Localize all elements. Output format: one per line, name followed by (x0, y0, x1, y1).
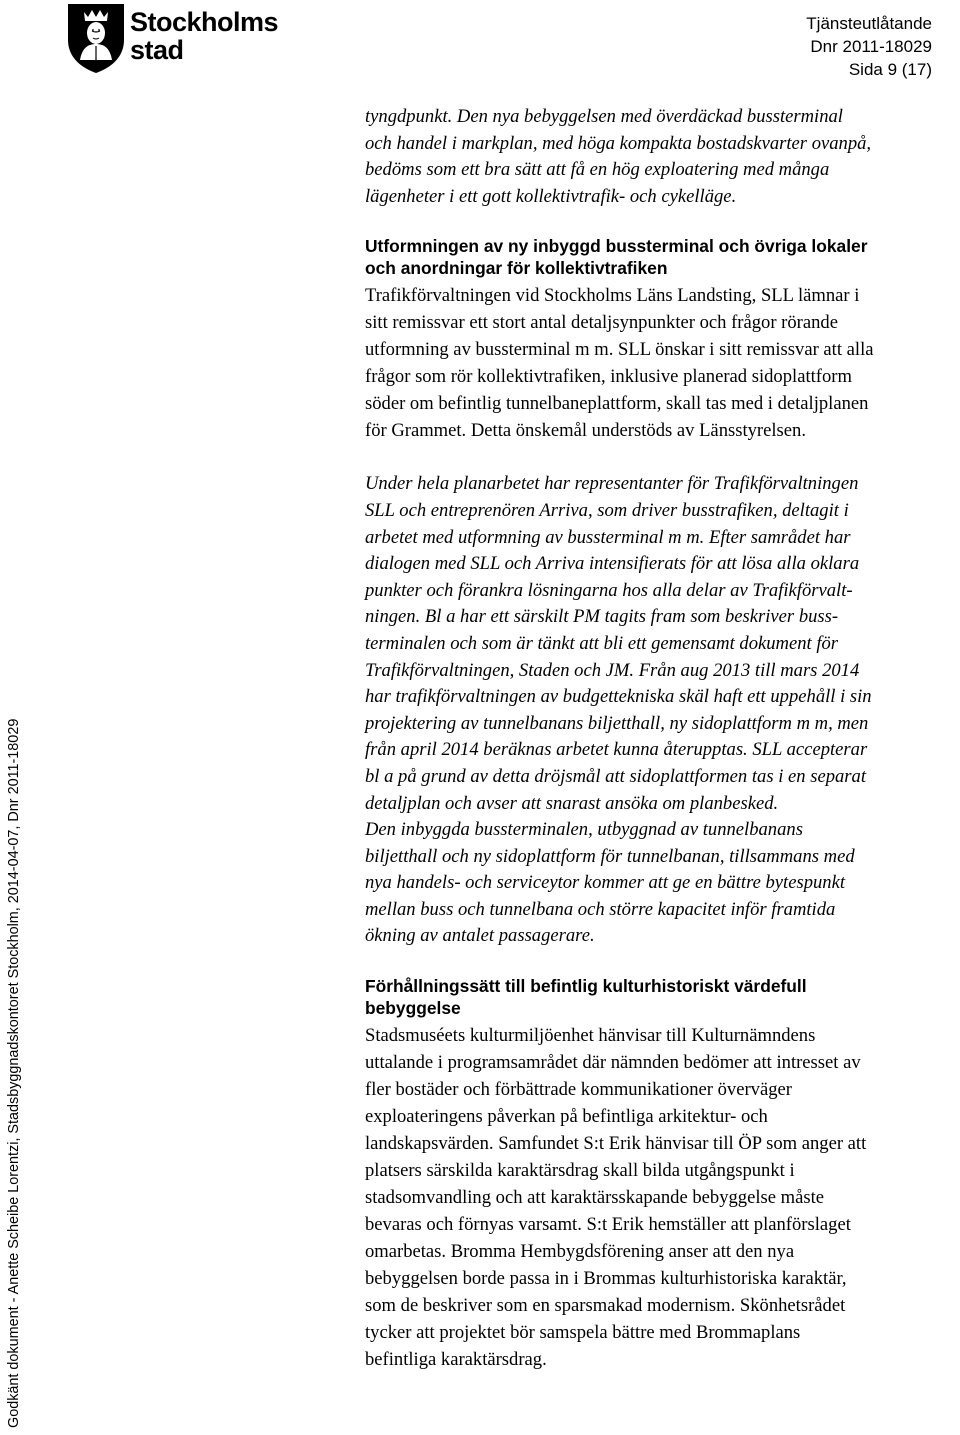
text-line: terminalen och som är tänkt att bli ett gemensamt dokument för (365, 632, 839, 654)
text-line: biljetthall och ny sidoplattform för tunnelbanan, tillsammans med (365, 845, 855, 867)
paragraph-3 (365, 471, 955, 950)
text-line: landskapsvärden. Samfundet S:t Erik hänvisar till ÖP som anger att (365, 1133, 867, 1155)
heading-line: Utformningen av ny inbyggd bussterminal och övriga lokaler (365, 236, 868, 257)
text-line: lägenheter i ett gott kollektivtrafik- och cykelläge. (365, 185, 737, 207)
approval-stamp-text: Godkänt dokument - Anette Scheibe Lorentzi, Stadsbyggnadskontoret Stockholm, 2014-04-07, Dnr 2011-18029 (6, 718, 22, 1428)
text-line: sitt remissvar ett stort antal detaljsynpunkter och frågor rörande (365, 312, 838, 334)
text-line: nya handels- och serviceytor kommer att ge en bättre bytespunkt (365, 872, 846, 894)
city-crest-icon (66, 2, 126, 74)
text-line: bevaras och förnyas varsamt. S:t Erik hemställer att planförslaget (365, 1214, 851, 1236)
document-number: Dnr 2011-18029 (810, 37, 932, 56)
heading-line: bebyggelse (365, 998, 461, 1019)
text-line: Den inbyggda bussterminalen, utbyggnad av tunnelbanans (365, 819, 803, 841)
text-line: platsers särskilda karaktärsdrag skall bilda utgångspunkt i (365, 1160, 795, 1182)
text-line: dialogen med SLL och Arriva intensifierats för att lösa alla oklara (365, 553, 860, 575)
text-line: utformning av bussterminal m m. SLL önskar i sitt remissvar att alla (365, 339, 874, 361)
text-line: omarbetas. Bromma Hembygdsförening anser att den nya (365, 1241, 795, 1263)
text-line: fler bostäder och förbättrade kommunikationer överväger (365, 1079, 792, 1101)
text-line: Trafikförvaltningen, Staden och JM. Från aug 2013 till mars 2014 (365, 659, 860, 681)
stockholm-logo (66, 2, 286, 74)
text-line: befintliga karaktärsdrag. (365, 1349, 547, 1371)
text-line: bl a på grund av detta dröjsmål att sidoplattformen tas i en separat (365, 765, 866, 787)
text-line: SLL och entreprenören Arriva, som driver busstrafiken, deltagit i (365, 499, 849, 521)
document-body (365, 104, 955, 1373)
text-line: frågor som rör kollektivtrafiken, inklusive planerad sidoplattform (365, 366, 852, 388)
paragraph-4 (365, 1022, 955, 1373)
text-line: och handel i markplan, med höga kompakta bostadskvarter ovanpå, (365, 132, 872, 154)
text-line: Trafikförvaltningen vid Stockholms Läns Landsting, SLL lämnar i (365, 285, 860, 307)
text-line: har trafikförvaltningen av budgettekniska skäl haft ett uppehåll i sin (365, 686, 872, 708)
heading-line: och anordningar för kollektivtrafiken (365, 258, 668, 279)
paragraph-1 (365, 104, 955, 210)
logo-wordmark (130, 8, 278, 64)
text-line: ningen. Bl a har ett särskilt PM tagits fram som beskriver buss- (365, 606, 839, 628)
text-line: tyngdpunkt. Den nya bebyggelsen med överdäckad bussterminal (365, 106, 843, 127)
text-line: från april 2014 beräknas arbetet kunna återupptas. SLL accepterar (365, 739, 868, 761)
text-line: mellan buss och tunnelbana och större kapacitet inför framtida (365, 898, 836, 920)
document-type: Tjänsteutlåtande (806, 14, 932, 33)
text-line: arbetet med utformning av bussterminal m m. Efter samrådet har (365, 526, 851, 548)
text-line: söder om befintlig tunnelbaneplattform, skall tas med i detaljplanen (365, 393, 869, 415)
heading-line: Förhållningssätt till befintlig kulturhistoriskt värdefull (365, 976, 807, 997)
text-line: för Grammet. Detta önskemål understöds av Länsstyrelsen. (365, 420, 806, 442)
text-line: tycker att projektet bör samspela bättre med Brommaplans (365, 1322, 801, 1344)
text-line: ökning av antalet passagerare. (365, 925, 595, 947)
paragraph-2 (365, 282, 955, 444)
text-line: bedöms som ett bra sätt att få en hög exploatering med många (365, 159, 830, 181)
logo-word-2: stad (130, 35, 184, 65)
text-line: Stadsmuséets kulturmiljöenhet hänvisar till Kulturnämndens (365, 1025, 816, 1047)
text-line: Under hela planarbetet har representanter för Trafikförvaltningen (365, 473, 859, 495)
text-line: stadsomvandling och att karaktärsskapande bebyggelse måste (365, 1187, 825, 1209)
logo-word-1: Stockholms (130, 7, 279, 37)
section-heading-2 (365, 975, 955, 1019)
section-heading-1 (365, 235, 955, 279)
text-line: punkter och förankra lösningarna hos alla delar av Trafikförvalt- (365, 579, 853, 601)
text-line: som de beskriver som en sparsmakad modernism. Skönhetsrådet (365, 1295, 846, 1317)
text-line: bebyggelsen borde passa in i Brommas kulturhistoriska karaktär, (365, 1268, 847, 1290)
text-line: exploateringens påverkan på befintliga arkitektur- och (365, 1106, 768, 1128)
text-line: projektering av tunnelbanans biljetthall, ny sidoplattform m m, men (365, 712, 869, 734)
page-number: Sida 9 (17) (848, 60, 932, 79)
text-line: detaljplan och avser att snarast ansöka om planbesked. (365, 792, 779, 814)
text-line: uttalande i programsamrådet där nämnden bedömer att intresset av (365, 1052, 861, 1074)
document-meta (806, 12, 932, 81)
